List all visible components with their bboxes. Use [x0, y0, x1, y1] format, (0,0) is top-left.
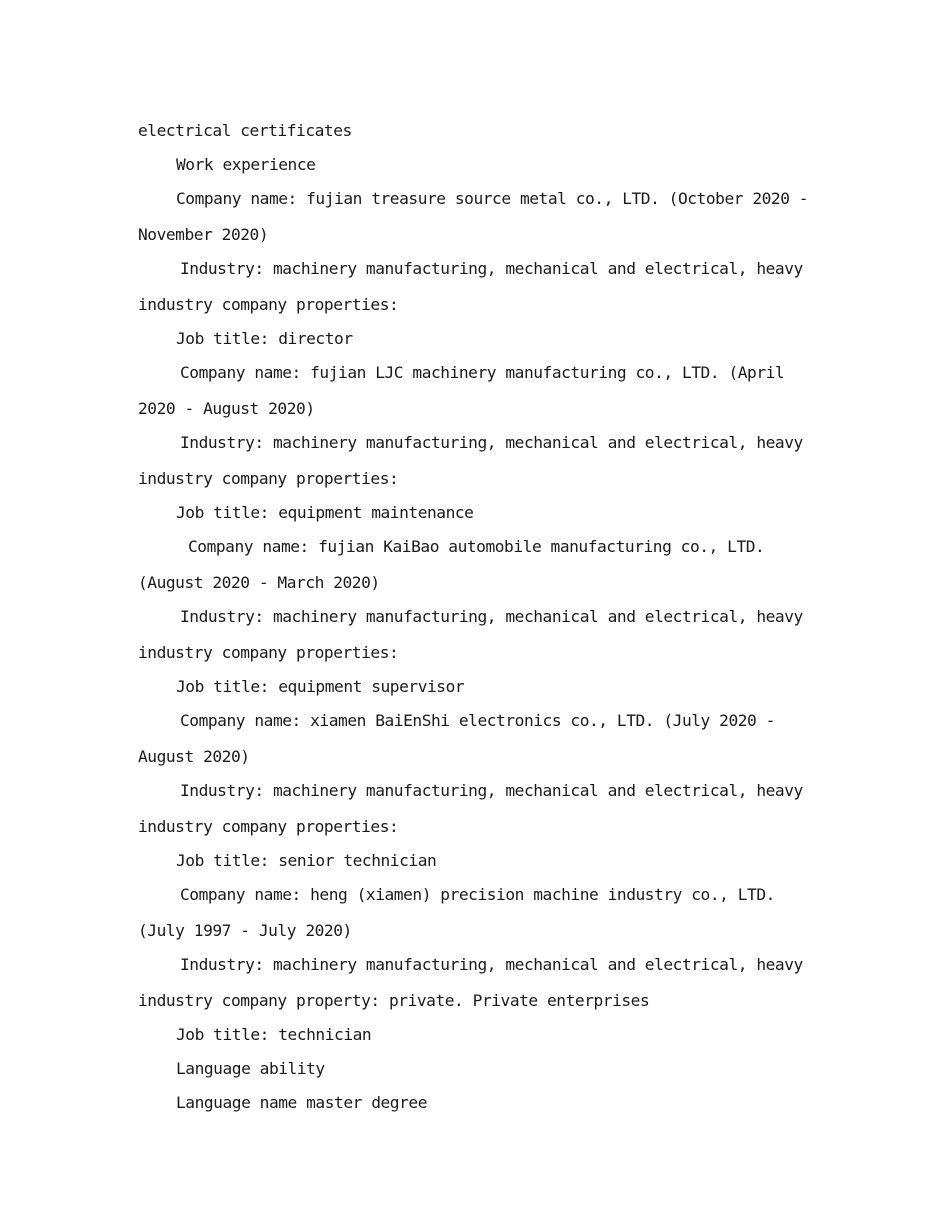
text-line: industry company properties: [138, 295, 399, 314]
company-line: Company name: heng (xiamen) precision machine industry co., LTD. [180, 885, 775, 904]
industry-line: Industry: machinery manufacturing, mechanical and electrical, heavy [180, 781, 803, 800]
text-line: (August 2020 - March 2020) [138, 573, 380, 592]
text-line: (July 1997 - July 2020) [138, 921, 352, 940]
section-heading-work-experience: Work experience [176, 155, 316, 174]
text-line: 2020 - August 2020) [138, 399, 315, 418]
job-title-line: Job title: equipment maintenance [176, 503, 474, 522]
industry-line: Industry: machinery manufacturing, mechanical and electrical, heavy [180, 607, 803, 626]
text-line: industry company properties: [138, 817, 399, 836]
text-line: electrical certificates [138, 121, 352, 140]
company-line: Company name: fujian KaiBao automobile manufacturing co., LTD. [188, 537, 765, 556]
company-line: Company name: fujian treasure source metal co., LTD. (October 2020 - [176, 189, 809, 208]
text-line: August 2020) [138, 747, 250, 766]
text-line: industry company properties: [138, 469, 399, 488]
text-line: Language name master degree [176, 1093, 427, 1112]
industry-line: Industry: machinery manufacturing, mechanical and electrical, heavy [180, 433, 803, 452]
text-line: industry company property: private. Private enterprises [138, 991, 650, 1010]
job-title-line: Job title: equipment supervisor [176, 677, 465, 696]
company-line: Company name: xiamen BaiEnShi electronics co., LTD. (July 2020 - [180, 711, 775, 730]
company-line: Company name: fujian LJC machinery manufacturing co., LTD. (April [180, 363, 785, 382]
document-body [138, 118, 812, 1124]
job-title-line: Job title: director [176, 329, 353, 348]
text-line: November 2020) [138, 225, 269, 244]
text-line: industry company properties: [138, 643, 399, 662]
job-title-line: Job title: technician [176, 1025, 372, 1044]
job-title-line: Job title: senior technician [176, 851, 437, 870]
industry-line: Industry: machinery manufacturing, mechanical and electrical, heavy [180, 259, 803, 278]
industry-line: Industry: machinery manufacturing, mechanical and electrical, heavy [180, 955, 803, 974]
section-heading-language-ability: Language ability [176, 1059, 325, 1078]
